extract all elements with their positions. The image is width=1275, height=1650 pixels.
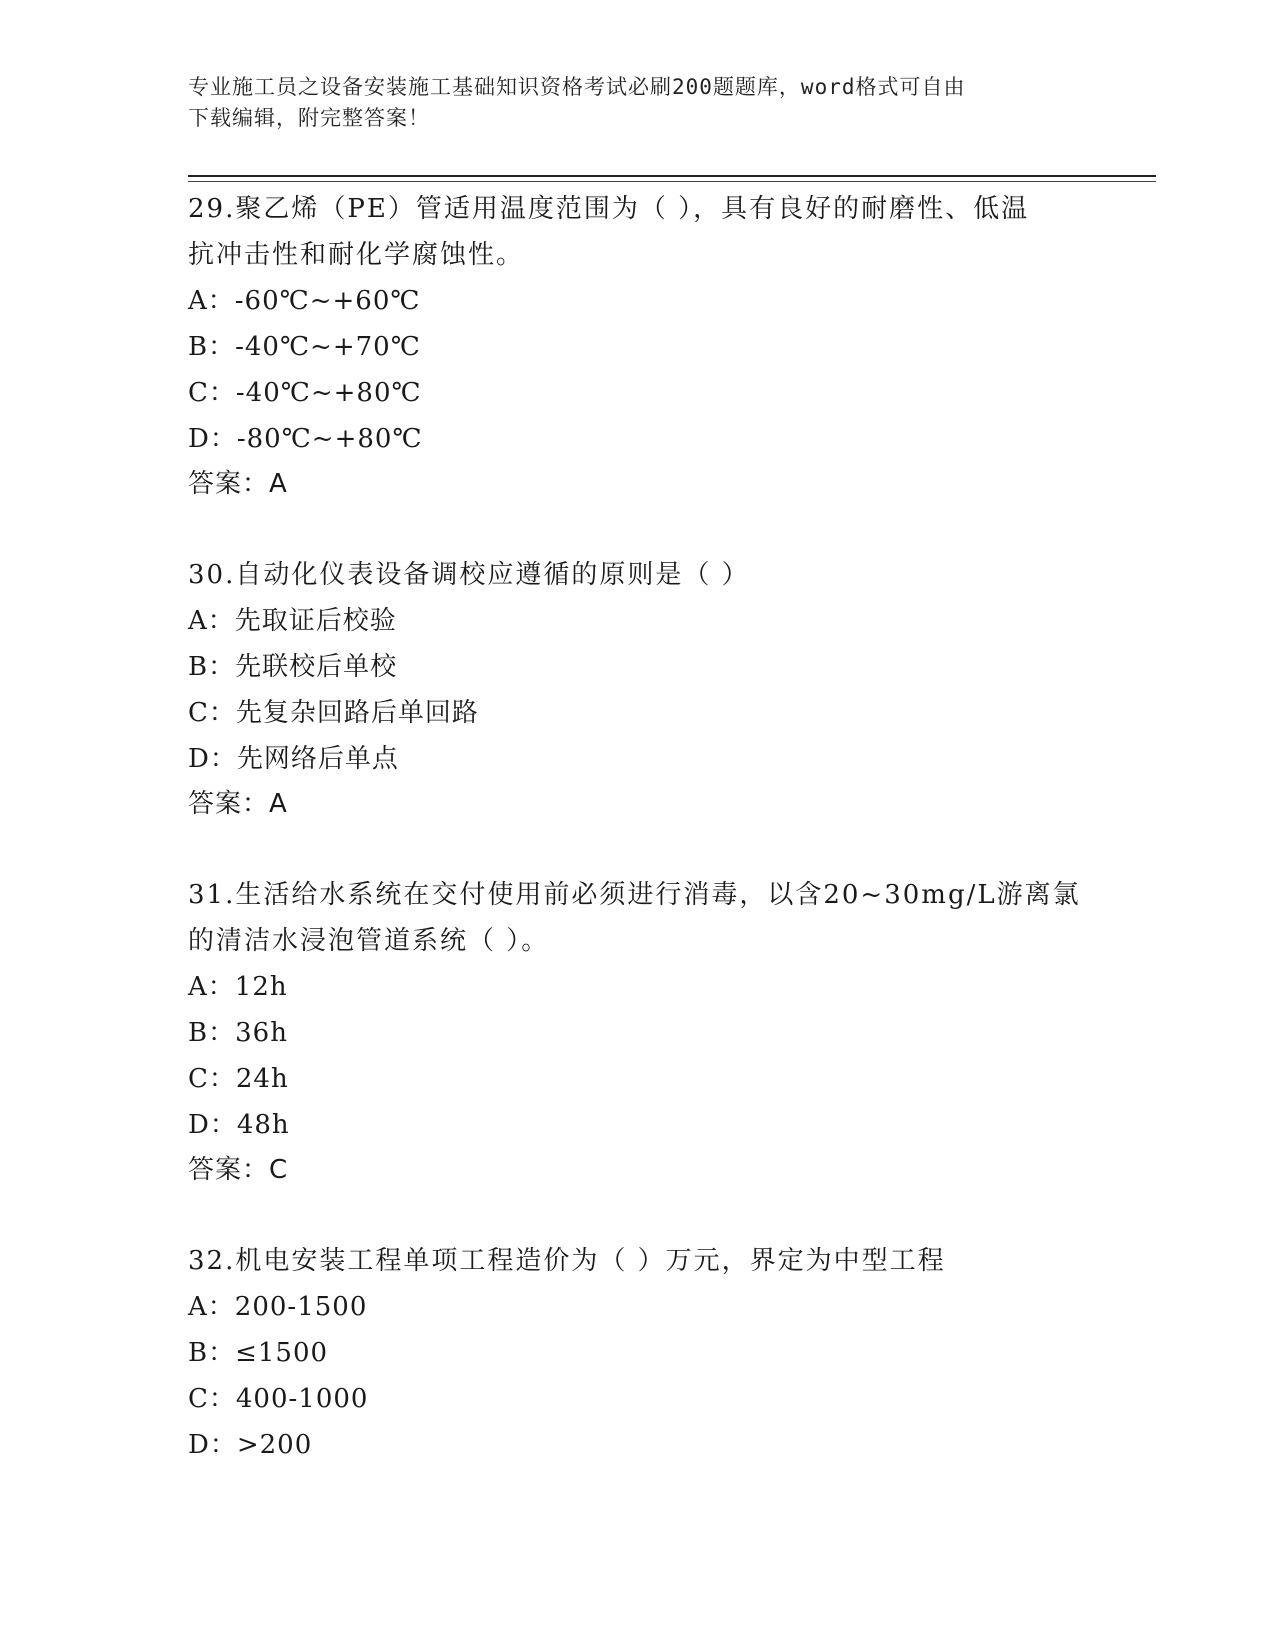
option-b: B：先联校后单校 — [188, 652, 398, 682]
question-stem-line: 的清洁水浸泡管道系统（ ）。 — [188, 926, 550, 956]
option-d: D：先网络后单点 — [188, 744, 399, 774]
header-divider-thin — [188, 181, 1156, 182]
answer-line: 答案：A — [188, 469, 288, 499]
option-c: C：先复杂回路后单回路 — [188, 698, 479, 728]
header-line-1: 专业施工员之设备安装施工基础知识资格考试必刷200题题库，word格式可自由 — [188, 75, 966, 99]
header-divider-thick — [188, 175, 1156, 177]
answer-line: 答案：C — [188, 1155, 289, 1185]
option-d: D：-80℃~+80℃ — [188, 424, 423, 454]
option-c: C：-40℃~+80℃ — [188, 378, 422, 408]
question-stem-line: 31.生活给水系统在交付使用前必须进行消毒，以含20~30mg/L游离氯 — [188, 880, 1081, 910]
header-line-2: 下载编辑，附完整答案！ — [188, 106, 430, 130]
option-a: A：200-1500 — [188, 1292, 368, 1322]
question-30 — [188, 552, 1088, 826]
question-stem-line: 32.机电安装工程单项工程造价为（ ）万元，界定为中型工程 — [188, 1246, 946, 1276]
option-b: B：-40℃~+70℃ — [188, 332, 421, 362]
option-d: D：48h — [188, 1110, 290, 1140]
question-stem — [188, 552, 1088, 598]
question-list — [188, 186, 1088, 1514]
question-32 — [188, 1238, 1088, 1468]
question-stem — [188, 186, 1088, 278]
answer-line: 答案：A — [188, 789, 288, 819]
option-b: B：≤1500 — [188, 1338, 329, 1368]
option-d: D：>200 — [188, 1430, 313, 1460]
option-a: A：12h — [188, 972, 288, 1002]
option-b: B：36h — [188, 1018, 288, 1048]
question-stem-line: 29.聚乙烯（PE）管适用温度范围为（ ），具有良好的耐磨性、低温 — [188, 194, 1030, 224]
question-stem-line: 30.自动化仪表设备调校应遵循的原则是（ ） — [188, 560, 750, 590]
question-stem — [188, 872, 1088, 964]
question-stem — [188, 1238, 1088, 1284]
question-31 — [188, 872, 1088, 1192]
option-a: A：先取证后校验 — [188, 606, 397, 636]
option-a: A：-60℃~+60℃ — [188, 286, 421, 316]
question-29 — [188, 186, 1088, 506]
option-c: C：24h — [188, 1064, 289, 1094]
question-stem-line: 抗冲击性和耐化学腐蚀性。 — [188, 240, 525, 270]
option-c: C：400-1000 — [188, 1384, 369, 1414]
document-header — [188, 72, 1068, 134]
